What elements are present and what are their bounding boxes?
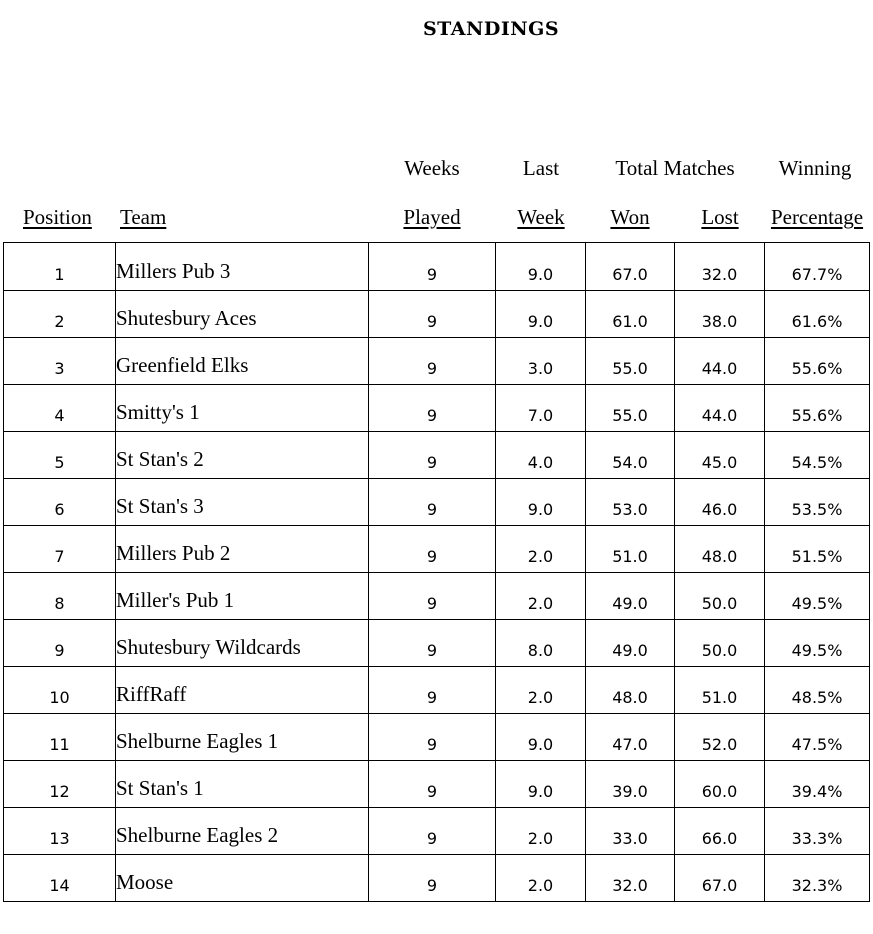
position-cell: 8 [4, 573, 116, 620]
header-total-matches: Total Matches [615, 156, 735, 180]
table-row [4, 667, 870, 714]
table-row [4, 338, 870, 385]
table-row [4, 761, 870, 808]
winning-percentage-cell: 33.3% [765, 808, 870, 855]
table-row [4, 432, 870, 479]
weeks-played-cell: 9 [369, 620, 496, 667]
team-cell: Millers Pub 3 [116, 243, 369, 291]
lost-cell: 67.0 [675, 855, 765, 902]
lost-cell: 52.0 [675, 714, 765, 761]
table-row [4, 620, 870, 667]
won-cell: 55.0 [586, 385, 675, 432]
winning-percentage-cell: 39.4% [765, 761, 870, 808]
header-winning-line2: Percentage [770, 205, 864, 229]
header-team: Team [120, 205, 167, 229]
won-cell: 39.0 [586, 761, 675, 808]
header-last-line2: Week [517, 205, 565, 229]
last-week-cell: 2.0 [496, 526, 586, 573]
weeks-played-cell: 9 [369, 855, 496, 902]
won-cell: 53.0 [586, 479, 675, 526]
header-winning-line1: Winning [778, 156, 852, 180]
winning-percentage-cell: 54.5% [765, 432, 870, 479]
won-cell: 48.0 [586, 667, 675, 714]
winning-percentage-cell: 49.5% [765, 620, 870, 667]
team-cell: St Stan's 3 [116, 479, 369, 526]
table-row [4, 855, 870, 902]
winning-percentage-cell: 51.5% [765, 526, 870, 573]
header-position: Position [23, 205, 92, 229]
winning-percentage-cell: 48.5% [765, 667, 870, 714]
team-cell: Greenfield Elks [116, 338, 369, 385]
won-cell: 32.0 [586, 855, 675, 902]
position-cell: 2 [4, 291, 116, 338]
table-row [4, 385, 870, 432]
header-weeks-line1: Weeks [404, 156, 460, 180]
position-cell: 10 [4, 667, 116, 714]
last-week-cell: 2.0 [496, 808, 586, 855]
position-cell: 14 [4, 855, 116, 902]
winning-percentage-cell: 55.6% [765, 385, 870, 432]
weeks-played-cell: 9 [369, 573, 496, 620]
last-week-cell: 9.0 [496, 479, 586, 526]
weeks-played-cell: 9 [369, 385, 496, 432]
lost-cell: 50.0 [675, 620, 765, 667]
lost-cell: 50.0 [675, 573, 765, 620]
lost-cell: 38.0 [675, 291, 765, 338]
team-cell: Millers Pub 2 [116, 526, 369, 573]
winning-percentage-cell: 32.3% [765, 855, 870, 902]
won-cell: 47.0 [586, 714, 675, 761]
weeks-played-cell: 9 [369, 667, 496, 714]
weeks-played-cell: 9 [369, 243, 496, 291]
team-cell: St Stan's 2 [116, 432, 369, 479]
position-cell: 3 [4, 338, 116, 385]
won-cell: 54.0 [586, 432, 675, 479]
last-week-cell: 9.0 [496, 243, 586, 291]
team-cell: St Stan's 1 [116, 761, 369, 808]
won-cell: 49.0 [586, 573, 675, 620]
table-row [4, 573, 870, 620]
last-week-cell: 2.0 [496, 667, 586, 714]
last-week-cell: 4.0 [496, 432, 586, 479]
position-cell: 6 [4, 479, 116, 526]
last-week-cell: 2.0 [496, 855, 586, 902]
lost-cell: 46.0 [675, 479, 765, 526]
winning-percentage-cell: 53.5% [765, 479, 870, 526]
table-row [4, 808, 870, 855]
header-lost: Lost [701, 205, 739, 229]
won-cell: 33.0 [586, 808, 675, 855]
lost-cell: 60.0 [675, 761, 765, 808]
lost-cell: 45.0 [675, 432, 765, 479]
team-cell: Smitty's 1 [116, 385, 369, 432]
lost-cell: 51.0 [675, 667, 765, 714]
table-row [4, 243, 870, 291]
standings-table [3, 242, 870, 902]
position-cell: 9 [4, 620, 116, 667]
weeks-played-cell: 9 [369, 432, 496, 479]
last-week-cell: 8.0 [496, 620, 586, 667]
lost-cell: 44.0 [675, 338, 765, 385]
table-row [4, 526, 870, 573]
won-cell: 61.0 [586, 291, 675, 338]
position-cell: 4 [4, 385, 116, 432]
last-week-cell: 2.0 [496, 573, 586, 620]
last-week-cell: 7.0 [496, 385, 586, 432]
position-cell: 1 [4, 243, 116, 291]
winning-percentage-cell: 49.5% [765, 573, 870, 620]
last-week-cell: 9.0 [496, 291, 586, 338]
won-cell: 49.0 [586, 620, 675, 667]
weeks-played-cell: 9 [369, 714, 496, 761]
weeks-played-cell: 9 [369, 291, 496, 338]
last-week-cell: 9.0 [496, 714, 586, 761]
lost-cell: 44.0 [675, 385, 765, 432]
last-week-cell: 9.0 [496, 761, 586, 808]
winning-percentage-cell: 61.6% [765, 291, 870, 338]
position-cell: 12 [4, 761, 116, 808]
header-won: Won [610, 205, 650, 229]
team-cell: Shutesbury Aces [116, 291, 369, 338]
weeks-played-cell: 9 [369, 479, 496, 526]
position-cell: 7 [4, 526, 116, 573]
position-cell: 5 [4, 432, 116, 479]
last-week-cell: 3.0 [496, 338, 586, 385]
position-cell: 11 [4, 714, 116, 761]
weeks-played-cell: 9 [369, 808, 496, 855]
won-cell: 67.0 [586, 243, 675, 291]
page-title: STANDINGS [422, 18, 560, 40]
won-cell: 55.0 [586, 338, 675, 385]
team-cell: Shelburne Eagles 2 [116, 808, 369, 855]
table-row [4, 714, 870, 761]
weeks-played-cell: 9 [369, 526, 496, 573]
header-last-line1: Last [522, 156, 560, 180]
lost-cell: 48.0 [675, 526, 765, 573]
won-cell: 51.0 [586, 526, 675, 573]
table-row [4, 291, 870, 338]
weeks-played-cell: 9 [369, 761, 496, 808]
table-row [4, 479, 870, 526]
header-weeks-line2: Played [403, 205, 461, 229]
team-cell: Miller's Pub 1 [116, 573, 369, 620]
winning-percentage-cell: 47.5% [765, 714, 870, 761]
weeks-played-cell: 9 [369, 338, 496, 385]
lost-cell: 32.0 [675, 243, 765, 291]
lost-cell: 66.0 [675, 808, 765, 855]
winning-percentage-cell: 55.6% [765, 338, 870, 385]
position-cell: 13 [4, 808, 116, 855]
team-cell: RiffRaff [116, 667, 369, 714]
team-cell: Shutesbury Wildcards [116, 620, 369, 667]
winning-percentage-cell: 67.7% [765, 243, 870, 291]
team-cell: Shelburne Eagles 1 [116, 714, 369, 761]
team-cell: Moose [116, 855, 369, 902]
